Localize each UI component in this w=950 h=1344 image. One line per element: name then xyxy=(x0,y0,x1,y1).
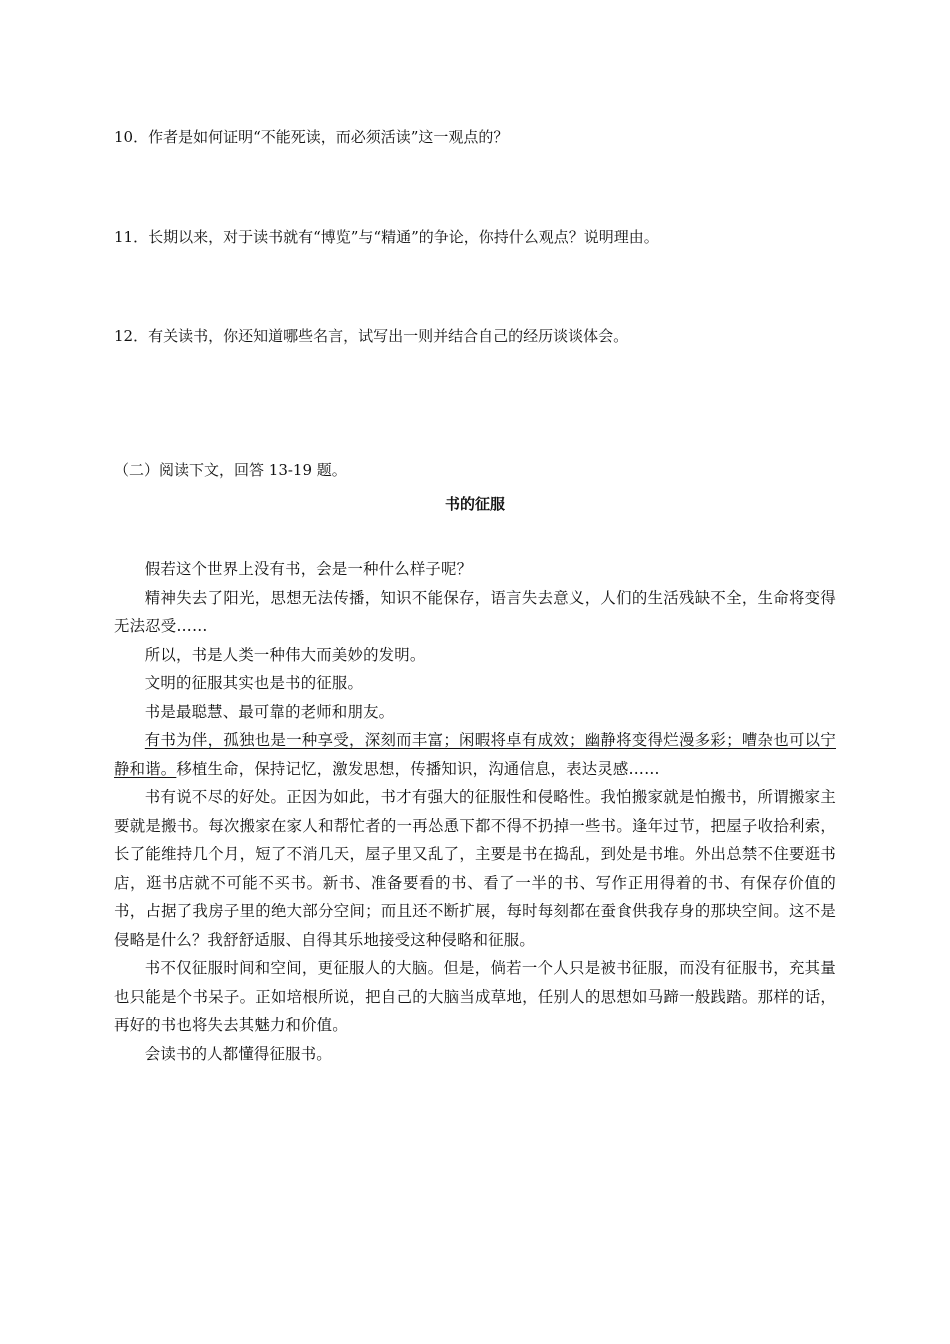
paragraph-5: 书是最聪慧、最可靠的老师和朋友。 xyxy=(144,702,395,721)
paragraph-7: 书有说不尽的好处。正因为如此，书才有强大的征服性和侵略性。我怕搬家就是怕搬书，所谓搬家主要就是搬书。每次搬家在家人和帮忙者的一再怂恿下都不得不扔掉一些书。逢年过节，把屋子收拾利索，长了能维持几个月，短了不消几天，屋子里又乱了，主要是书在捣乱，到处是书堆。外出总禁不住要逛书店，逛书店就不可能不买书。新书、准备要看的书、看了一半的书、写作正用得着的书、有保存价值的书，占据了我房子里的绝大部分空间；而且还不断扩展，每时每刻都在蚕食供我存身的那块空间。这不是侵略是什么？我舒舒适服、自得其乐地接受这种侵略和征服。 xyxy=(114,788,836,949)
paragraph-1: 假若这个世界上没有书，会是一种什么样子呢？ xyxy=(144,560,473,578)
paragraph-9: 会读书的人都懂得征服书。 xyxy=(144,1044,332,1063)
question-11: 11．长期以来，对于读书就有“博览”与“精通”的争论，你持什么观点？说明理由。 xyxy=(114,228,659,246)
paragraph-4: 文明的征服其实也是书的征服。 xyxy=(144,674,364,692)
article-body xyxy=(114,555,836,1068)
underlined-sentence: 有书为伴，孤独也是一种享受，深刻而丰富；闲暇将卓有成效；幽静将变得烂漫多彩；嘈杂也可以宁静和谐。 xyxy=(114,731,836,778)
paragraph-6-rest: 移植生命，保持记忆，激发思想，传播知识，沟通信息，表达灵感…… xyxy=(176,759,660,778)
paragraph-8: 书不仅征服时间和空间，更征服人的大脑。但是，倘若一个人只是被书征服，而没有征服书，充其量也只能是个书呆子。正如培根所说，把自己的大脑当成草地，任别人的思想如马蹄一般践踏。那样的话，再好的书也将失去其魅力和价值。 xyxy=(114,959,836,1034)
paragraph-2: 精神失去了阳光，思想无法传播，知识不能保存，语言失去意义，人们的生活残缺不全，生命将变得无法忍受…… xyxy=(114,588,836,635)
question-12: 12．有关读书，你还知道哪些名言，试写出一则并结合自己的经历谈谈体会。 xyxy=(114,327,629,345)
paragraph-3: 所以，书是人类一种伟大而美妙的发明。 xyxy=(144,645,426,664)
section-heading: （二）阅读下文，回答 13-19 题。 xyxy=(114,461,347,479)
question-10: 10．作者是如何证明“不能死读，而必须活读”这一观点的？ xyxy=(114,128,509,146)
article-title: 书的征服 xyxy=(444,495,505,513)
paragraph-6 xyxy=(114,726,836,783)
